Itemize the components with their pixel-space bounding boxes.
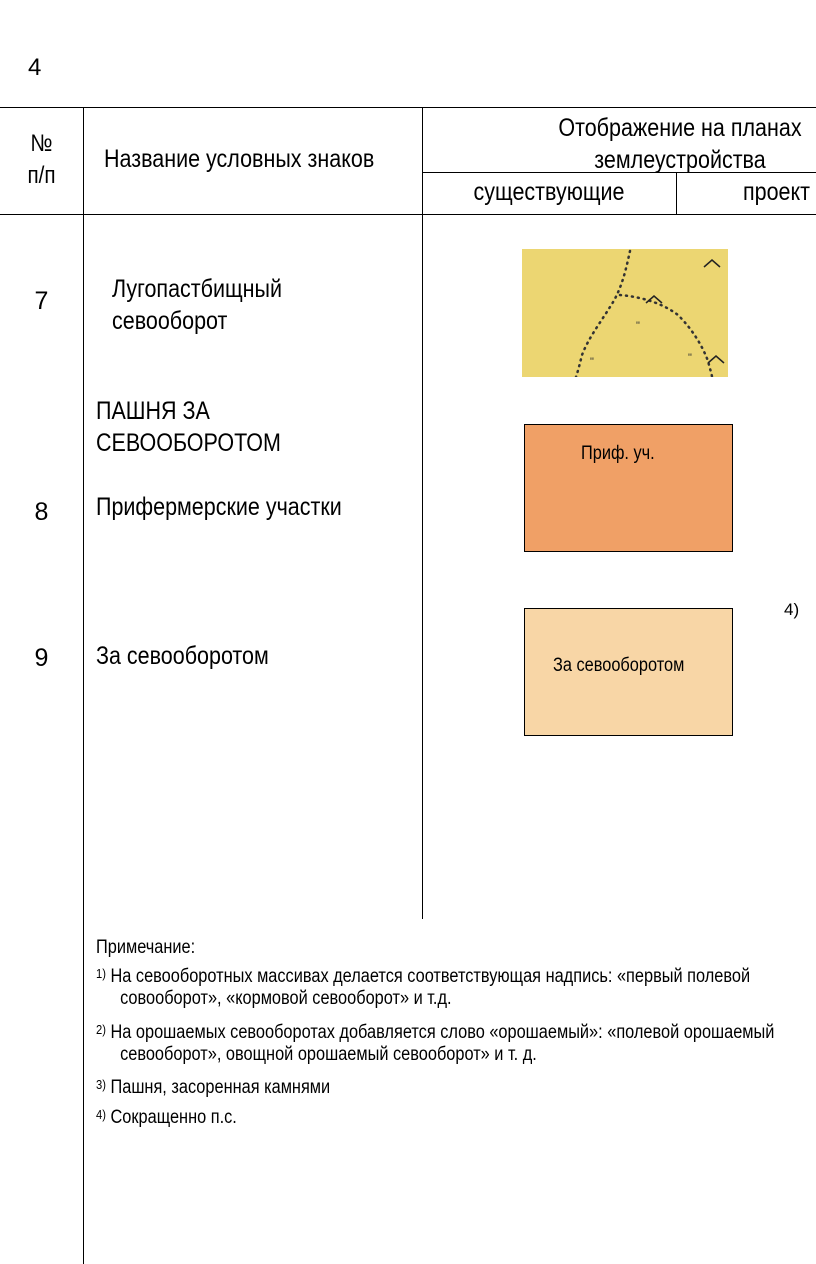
note-3-line1: Пашня, засоренная камнями — [110, 1077, 331, 1098]
header-projected: проект — [743, 178, 811, 206]
meadow-rotation-swatch — [522, 249, 728, 377]
row-7-name-line2: севооборот — [112, 307, 228, 335]
svg-text:": " — [688, 352, 692, 364]
note-4-line1: Сокращенно п.с. — [110, 1107, 237, 1128]
note-4 — [96, 1107, 237, 1129]
row-9-footnote-ref: 4) — [784, 600, 800, 619]
note-1-line1: На севооборотных массивах делается соответствующая надпись: «первый полевой — [110, 966, 751, 987]
note-3-mark: 3) — [96, 1077, 106, 1092]
svg-text:": " — [590, 356, 594, 368]
row-8-number: 8 — [34, 498, 49, 526]
page-number: 4 — [28, 54, 42, 81]
row-7-name-line1: Лугопастбищный — [112, 275, 282, 303]
table-top-border — [0, 107, 816, 108]
row-9-name: За севооборотом — [96, 642, 269, 670]
note-1 — [96, 966, 750, 1010]
header-display-line1: Отображение на планах — [558, 114, 802, 142]
note-2-line1: На орошаемых севооборотах добавляется слово «орошаемый»: «полевой орошаемый — [110, 1022, 775, 1043]
row-8-group-title — [96, 395, 311, 459]
farm-plots-swatch — [524, 424, 733, 552]
header-number-col — [0, 128, 83, 192]
note-1-line2: совооборот», «кормовой севооборот» и т.д. — [120, 988, 452, 1009]
header-existing-text: существующие — [473, 178, 625, 206]
note-4-mark: 4) — [96, 1107, 106, 1122]
row-9-number: 9 — [34, 644, 49, 672]
note-2-line2: севооборот», овощной орошаемый севооборот» и т. д. — [120, 1044, 537, 1065]
row-8-group-line1: ПАШНЯ ЗА — [96, 397, 210, 425]
notes-title: Примечание: — [96, 937, 196, 958]
farm-plots-swatch-label: Приф. уч. — [581, 443, 655, 464]
out-of-rotation-swatch — [524, 608, 733, 736]
svg-text:": " — [636, 320, 640, 332]
col-divider-2 — [422, 107, 423, 919]
note-2 — [96, 1022, 774, 1066]
header-existing — [422, 178, 676, 207]
header-number-abbr: п/п — [27, 162, 56, 189]
col-divider-1 — [83, 107, 84, 1264]
header-number-sign: № — [30, 130, 53, 157]
note-3 — [96, 1077, 330, 1099]
row-8-group-line2: СЕВООБОРОТОМ — [96, 429, 281, 457]
row-7-name — [112, 273, 310, 337]
header-bottom-border — [0, 214, 816, 215]
row-8-name: Прифермерские участки — [96, 493, 342, 521]
out-of-rotation-swatch-label: За севооборотом — [553, 655, 685, 676]
header-display-line2: землеустройства — [594, 146, 766, 174]
row-7-number: 7 — [34, 287, 49, 315]
header-name-col: Название условных знаков — [104, 145, 375, 173]
header-display-col — [500, 112, 816, 176]
note-2-mark: 2) — [96, 1022, 106, 1037]
col-divider-3 — [676, 172, 677, 214]
meadow-rotation-map-symbol — [522, 249, 728, 377]
note-1-mark: 1) — [96, 966, 106, 981]
